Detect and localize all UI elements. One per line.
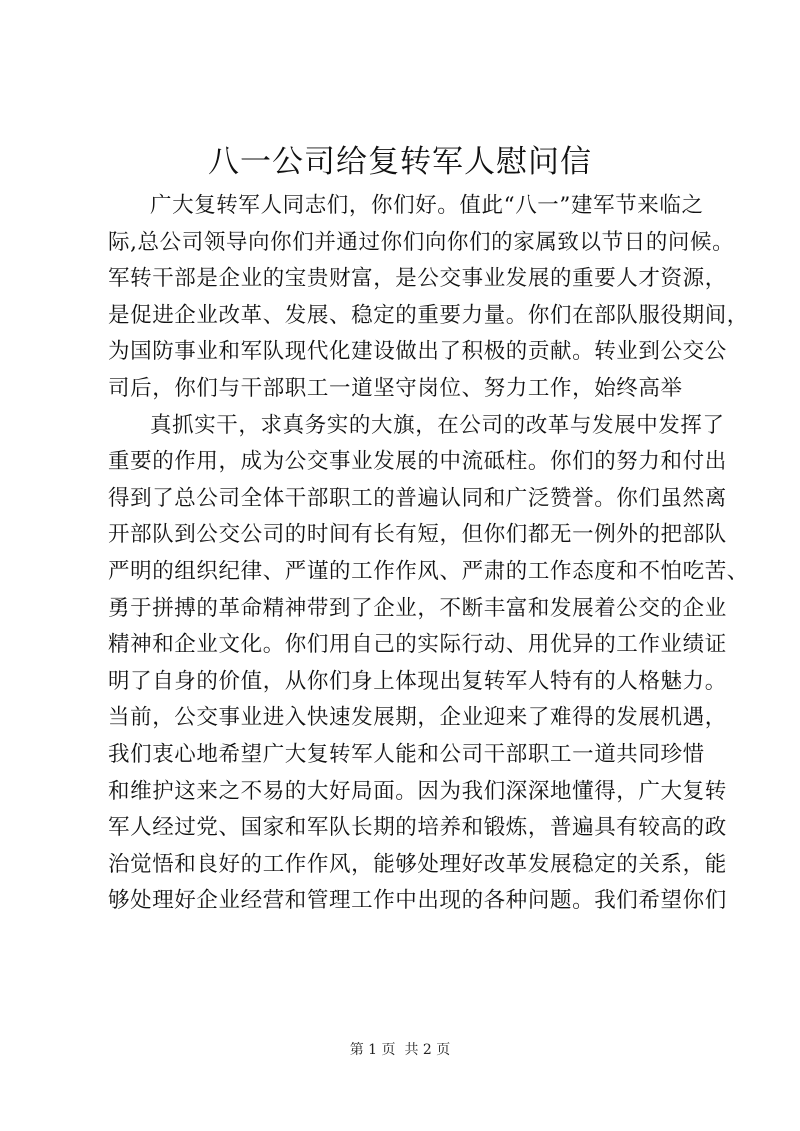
body-line: 我们衷心地希望广大复转军人能和公司干部职工一道共同珍惜 <box>108 741 705 767</box>
body-line: 勇于拼搏的革命精神带到了企业，不断丰富和发展着公交的企业 <box>108 595 727 621</box>
body-line: 际,总公司领导向你们并通过你们向你们的家属致以节日的问候。 <box>108 229 735 255</box>
body-line: 严明的组织纪律、严谨的工作作风、严肃的工作态度和不怕吃苦、 <box>108 558 749 584</box>
body-line: 精神和企业文化。你们用自己的实际行动、用优异的工作业绩证 <box>108 632 727 658</box>
body-line: 和维护这来之不易的大好局面。因为我们深深地懂得，广大复转 <box>108 778 727 804</box>
body-line: 军人经过党、国家和军队长期的培养和锻炼，普遍具有较高的政 <box>108 815 727 841</box>
body-line: 治觉悟和良好的工作作风，能够处理好改革发展稳定的关系，能 <box>108 851 727 877</box>
body-line: 司后，你们与干部职工一道坚守岗位、努力工作，始终高举 <box>108 375 683 401</box>
body-line: 广大复转军人同志们，你们好。值此“八一”建军节来临之 <box>150 193 704 218</box>
body-line: 军转干部是企业的宝贵财富，是公交事业发展的重要人才资源， <box>108 266 727 292</box>
document-body <box>108 188 749 920</box>
body-line: 够处理好企业经营和管理工作中出现的各种问题。我们希望你们 <box>108 888 727 914</box>
body-line: 得到了总公司全体干部职工的普遍认同和广泛赞誉。你们虽然离 <box>108 485 727 511</box>
body-line: 当前，公交事业进入快速发展期，企业迎来了难得的发展机遇， <box>108 705 727 731</box>
page-footer: 第 1 页 共 2 页 <box>349 1042 451 1058</box>
document-title: 八一公司给复转军人慰问信 <box>208 144 592 180</box>
body-line: 为国防事业和军队现代化建设做出了积极的贡献。转业到公交公 <box>108 339 727 365</box>
body-line: 重要的作用，成为公交事业发展的中流砥柱。你们的努力和付出 <box>108 449 727 475</box>
body-line: 明了自身的价值，从你们身上体现出复转军人特有的人格魅力。 <box>108 668 727 694</box>
body-line: 真抓实干，求真务实的大旗，在公司的改革与发展中发挥了 <box>150 412 725 438</box>
body-line: 是促进企业改革、发展、稳定的重要力量。你们在部队服役期间， <box>108 302 749 328</box>
body-line: 开部队到公交公司的时间有长有短，但你们都无一例外的把部队 <box>108 522 727 548</box>
